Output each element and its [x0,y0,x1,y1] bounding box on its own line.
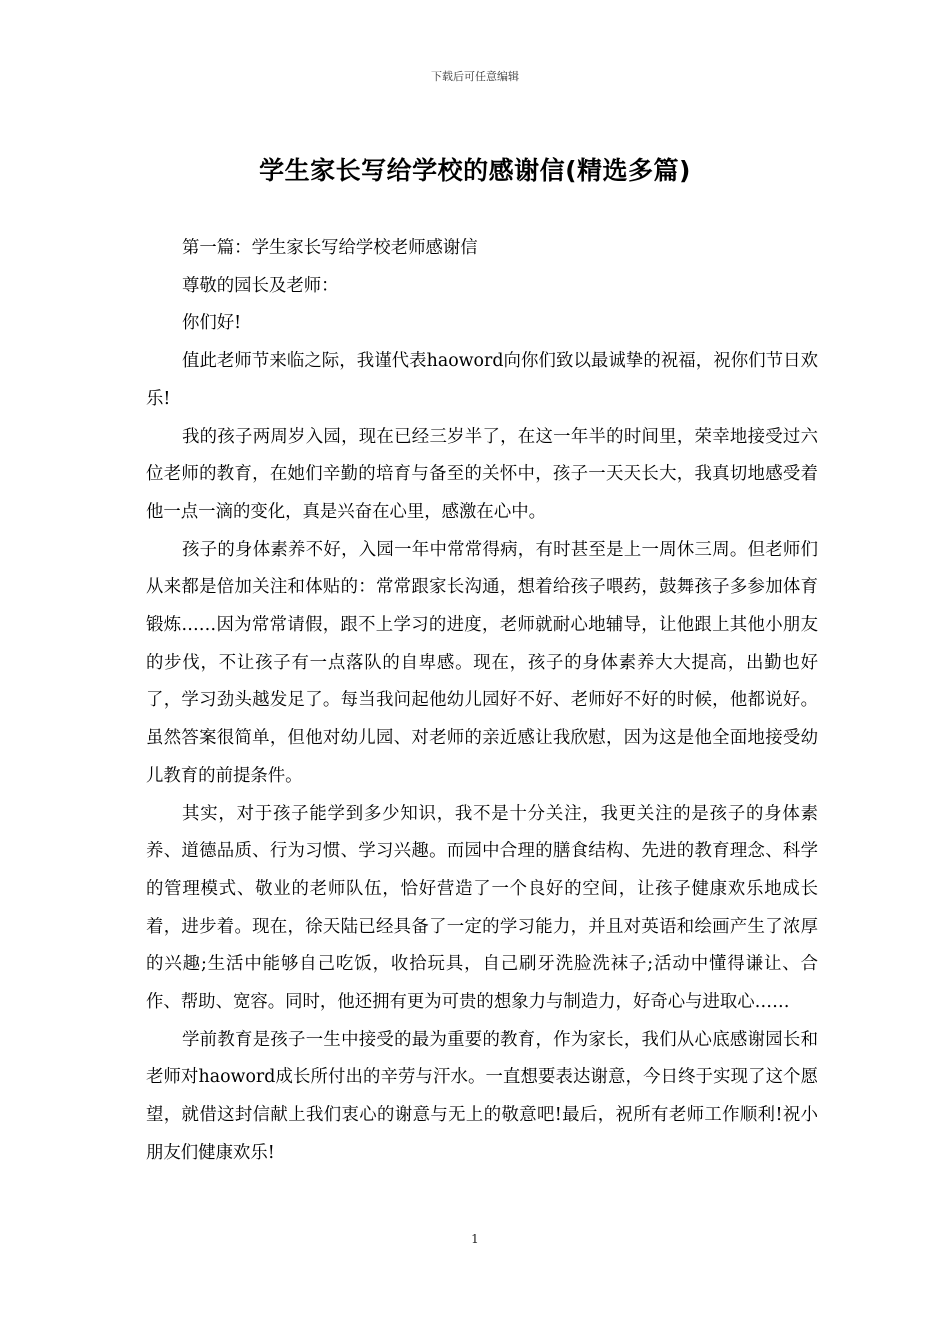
header-note: 下载后可任意编辑 [431,70,519,83]
paragraph-body: 孩子的身体素养不好，入园一年中常常得病，有时甚至是上一周休三周。但老师们从来都是倍加关注和体贴的：常常跟家长沟通，想着给孩子喂药，鼓舞孩子多参加体育锻炼……因为常常请假，跟不上学习的进度，老师就耐心地辅导，让他跟上其他小朋友的步伐，不让孩子有一点落队的自卑感。现在，孩子的身体素养大大提高，出勤也好了，学习劲头越发足了。每当我问起他幼儿园好不好、老师好不好的时候，他都说好。虽然答案很简单，但他对幼儿园、对老师的亲近感让我欣慰，因为这是他全面地接受幼儿教育的前提条件。 [146,539,818,786]
letter-body [146,230,818,1173]
paragraph-body: 我的孩子两周岁入园，现在已经三岁半了，在这一年半的时间里，荣幸地接受过六位老师的教育，在她们辛勤的培育与备至的关怀中，孩子一天天长大，我真切地感受着他一点一滴的变化，真是兴奋在心里，感激在心中。 [146,426,818,522]
paragraph-salutation: 尊敬的园长及老师： [182,275,339,296]
paragraph-closing: 学前教育是孩子一生中接受的最为重要的教育，作为家长，我们从心底感谢园长和老师对haoword成长所付出的辛劳与汗水。一直想要表达谢意，今日终于实现了这个愿望，就借这封信献上我们衷心的谢意与无上的敬意吧!最后，祝所有老师工作顺利!祝小朋友们健康欢乐! [146,1029,818,1163]
paragraph-section-heading: 第一篇：学生家长写给学校老师感谢信 [182,238,478,258]
document-title: 学生家长写给学校的感谢信(精选多篇) [259,156,691,185]
paragraph-greeting: 你们好! [182,313,242,334]
paragraph-body: 值此老师节来临之际，我谨代表haoword向你们致以最诚挚的祝福，祝你们节日欢乐! [146,351,818,409]
paragraph-body: 其实，对于孩子能学到多少知识，我不是十分关注，我更关注的是孩子的身体素养、道德品质、行为习惯、学习兴趣。而园中合理的膳食结构、先进的教育理念、科学的管理模式、敬业的老师队伍，恰好营造了一个良好的空间，让孩子健康欢乐地成长着，进步着。现在，徐天陆已经具备了一定的学习能力，并且对英语和绘画产生了浓厚的兴趣;生活中能够自己吃饭，收拾玩具，自己刷牙洗脸洗袜子;活动中懂得谦让、合作、帮助、宽容。同时，他还拥有更为可贵的想象力与制造力，好奇心与进取心…… [146,803,818,1013]
page-number: 1 [471,1232,479,1246]
